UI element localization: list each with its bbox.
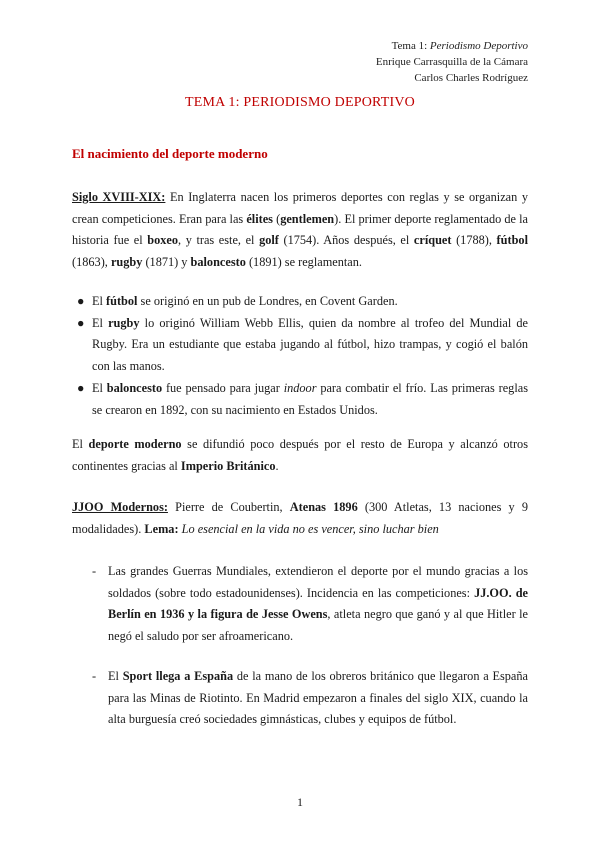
dash-list-guerras: [72, 561, 528, 648]
header-topic: Tema 1: Periodismo Deportivo: [391, 40, 528, 52]
dash-icon: -: [92, 669, 97, 683]
paragraph-siglo-xviii-xix: Siglo XVIII-XIX: En Inglaterra nacen los primeros deportes con reglas y se organizan y crean competiciones. Eran para las élites (gentlemen). El primer deporte reglamentado de la historia fue el boxeo, y tras este, el golf (1754). Años después, el críquet (1788), fútbol (1863), rugby (1871) y baloncesto (1891) se reglamentan.: [72, 190, 528, 270]
bullet-icon: ●: [77, 315, 85, 330]
dash-list-espana: [72, 666, 528, 731]
paragraph-deporte-moderno: El deporte moderno se difundió poco después por el resto de Europa y alcanzó otros continentes gracias al Imperio Británico.: [72, 437, 528, 473]
bullet-icon: ●: [77, 380, 85, 395]
list-item: ● El rugby lo originó William Webb Ellis, quien da nombre al trofeo del Mundial de Rugby. Era un estudiante que estaba jugando al fútbol, hizo trampas, y cogió el balón con las manos.: [72, 313, 528, 378]
list-item: ● El baloncesto fue pensado para jugar indoor para combatir el frío. Las primeras reglas se crearon en 1892, con su nacimiento en Estados Unidos.: [72, 378, 528, 421]
list-item: - Las grandes Guerras Mundiales, extendieron el deporte por el mundo gracias a los soldados (sobre todo estadounidenses). Incidencia en las competiciones: JJ.OO. de Berlín en 1936 y la figura de Jesse Owens, atleta negro que ganó y al que Hitler le negó el saludo por ser afroamericano.: [72, 561, 528, 648]
document-title: TEMA 1: PERIODISMO DEPORTIVO: [185, 95, 415, 110]
section-heading: El nacimiento del deporte moderno: [72, 146, 268, 161]
list-item: ● El fútbol se originó en un pub de Londres, en Covent Garden.: [72, 291, 528, 313]
bullet-icon: ●: [77, 294, 85, 308]
header-author-2: Carlos Charles Rodríguez: [414, 72, 528, 84]
list-item: - El Sport llega a España de la mano de los obreros británico que llegaron a España para las Minas de Riotinto. En Madrid empezaron a finales del siglo XIX, cuando la alta burguesía creó sociedades gimnásticas, clubes y equipos de fútbol.: [72, 666, 528, 731]
page-header: [376, 38, 528, 86]
header-author-1: Enrique Carrasquilla de la Cámara: [375, 56, 528, 68]
page-number: 1: [297, 795, 303, 809]
dash-icon: -: [92, 564, 97, 578]
paragraph-jjoo-modernos: JJOO Modernos: Pierre de Coubertin, Atenas 1896 (300 Atletas, 13 naciones y 9 modalidades). Lema: Lo esencial en la vida no es vencer, sino luchar bien: [72, 500, 528, 536]
bullet-list: [72, 291, 528, 421]
